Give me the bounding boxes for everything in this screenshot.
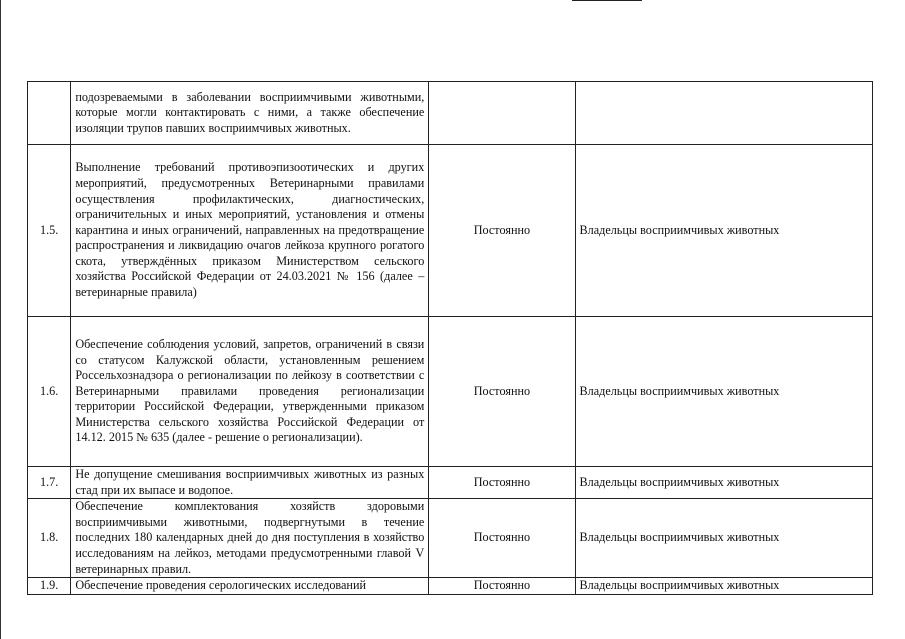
measure-responsible: Владельцы восприимчивых животных — [575, 317, 873, 467]
row-number: 1.9. — [28, 578, 71, 595]
table-row — [28, 578, 873, 595]
measure-responsible: Владельцы восприимчивых животных — [575, 578, 873, 595]
measure-responsible — [575, 82, 873, 145]
measure-term: Постоянно — [429, 145, 575, 317]
measure-term: Постоянно — [429, 317, 575, 467]
measure-term: Постоянно — [429, 499, 575, 578]
row-number: 1.7. — [28, 467, 71, 499]
header-rule — [572, 0, 642, 1]
measure-description: Обеспечение проведения серологических исследований — [71, 578, 429, 595]
measure-term — [429, 82, 575, 145]
table-row — [28, 499, 873, 578]
measure-description: Обеспечение соблюдения условий, запретов, ограничений в связи со статусом Калужской области, установленным решением Россельхознадзора о регионализации по лейкозу в соответствии с Ветеринарными правилами проведения регионализации территории Российской Федерации, утвержденными приказом Министерства сельского хозяйства Российской Федерации от 14.12. 2015 № 635 (далее - решение о регионализации). — [71, 317, 429, 467]
table-row — [28, 467, 873, 499]
measure-description: подозреваемыми в заболевании восприимчивыми животными, которые могли контактировать с ними, а также обеспечение изоляции трупов павших восприимчивых животных. — [71, 82, 429, 145]
scan-edge — [0, 0, 1, 639]
row-number: 1.6. — [28, 317, 71, 467]
measure-description: Выполнение требований противоэпизоотических и других мероприятий, предусмотренных Ветеринарными правилами осуществления профилактических, диагностических, ограничительных и иных мероприятий, установления и отмены карантина и иных ограничений, направленных на предотвращение распространения и ликвидацию очагов лейкоза крупного рогатого скота, утверждённых приказом Министерством сельского хозяйства Российской Федерации от 24.03.2021 № 156 (далее – ветеринарные правила) — [71, 145, 429, 317]
measures-table — [27, 81, 873, 595]
measure-term: Постоянно — [429, 578, 575, 595]
table-row — [28, 317, 873, 467]
measure-responsible: Владельцы восприимчивых животных — [575, 499, 873, 578]
measure-description: Обеспечение комплектования хозяйств здоровыми восприимчивыми животными, подвергнутыми в течение последних 180 календарных дней до дня поступления в хозяйство исследованиям на лейкоз, методами предусмотренными главой V ветеринарных правил. — [71, 499, 429, 578]
row-number: 1.8. — [28, 499, 71, 578]
measure-description: Не допущение смешивания восприимчивых животных из разных стад при их выпасе и водопое. — [71, 467, 429, 499]
table-row — [28, 82, 873, 145]
row-number — [28, 82, 71, 145]
measure-responsible: Владельцы восприимчивых животных — [575, 145, 873, 317]
table-row — [28, 145, 873, 317]
measure-term: Постоянно — [429, 467, 575, 499]
row-number: 1.5. — [28, 145, 71, 317]
measure-responsible: Владельцы восприимчивых животных — [575, 467, 873, 499]
